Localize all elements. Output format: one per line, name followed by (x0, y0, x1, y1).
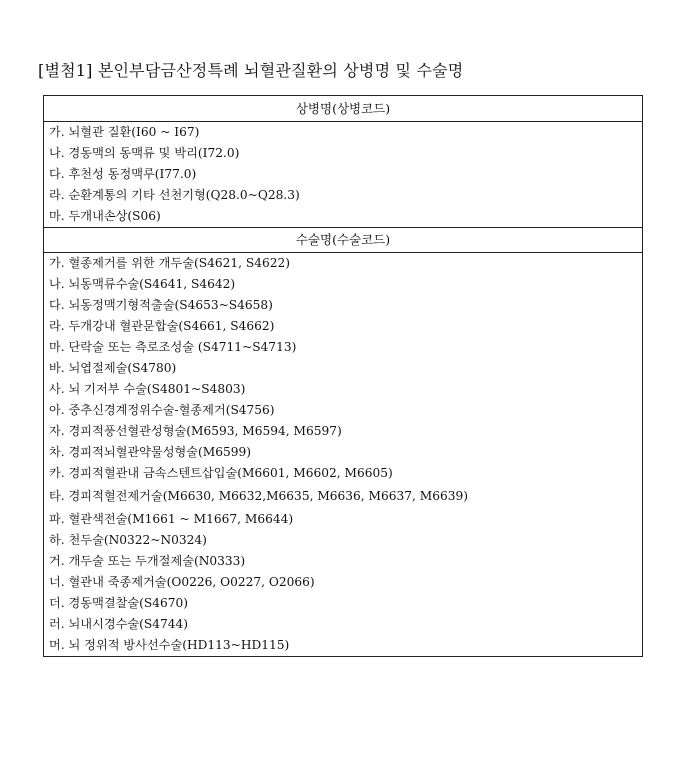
surgery-row: 카. 경피적혈관내 금속스텐트삽입술(M6601, M6602, M6605) (49, 466, 393, 480)
surgery-row: 더. 경동맥결찰술(S4670) (49, 595, 189, 610)
surgery-row: 러. 뇌내시경수술(S4744) (49, 616, 189, 631)
diagnosis-row: 다. 후천성 동정맥루(I77.0) (49, 167, 197, 181)
surgery-row: 사. 뇌 기저부 수술(S4801~S4803) (49, 382, 246, 396)
surgery-row: 자. 경피적풍선혈관성형술(M6593, M6594, M6597) (49, 424, 342, 438)
diagnosis-section-header: 상병명(상병코드) (44, 96, 642, 122)
surgery-row: 차. 경피적뇌혈관약물성형술(M6599) (49, 445, 252, 459)
surgery-row: 바. 뇌엽절제술(S4780) (49, 361, 177, 375)
diagnosis-row: 마. 두개내손상(S06) (49, 209, 161, 223)
surgery-list (44, 253, 642, 656)
surgery-row: 거. 개두술 또는 두개절제술(N0333) (49, 553, 246, 568)
surgery-row: 마. 단락술 또는 측로조성술 (S4711~S4713) (49, 340, 297, 354)
surgery-row: 타. 경피적혈전제거술(M6630, M6632,M6635, M6636, M6637, M6639) (49, 489, 469, 503)
diagnosis-row: 나. 경동맥의 동맥류 및 박리(I72.0) (49, 146, 240, 160)
surgery-row: 너. 혈관내 죽종제거술(O0226, O0227, O2066) (49, 574, 315, 589)
diagnosis-row: 가. 뇌혈관 질환(I60 ~ I67) (49, 125, 200, 139)
surgery-row: 다. 뇌동정맥기형적출술(S4653~S4658) (49, 298, 273, 312)
document-title: [별첨1] 본인부담금산정특례 뇌혈관질환의 상병명 및 수술명 (38, 61, 464, 80)
diagnosis-list (44, 122, 642, 227)
surgery-row: 하. 천두술(N0322~N0324) (49, 532, 207, 547)
surgery-row: 가. 혈종제거를 위한 개두술(S4621, S4622) (49, 256, 290, 270)
surgery-row: 나. 뇌동맥류수술(S4641, S4642) (49, 277, 236, 291)
diagnosis-row: 라. 순환계통의 기타 선천기형(Q28.0~Q28.3) (49, 188, 300, 202)
code-table (43, 95, 643, 657)
surgery-row: 머. 뇌 정위적 방사선수술(HD113~HD115) (49, 637, 290, 652)
surgery-row: 라. 두개강내 혈관문합술(S4661, S4662) (49, 319, 275, 333)
surgery-row: 아. 중추신경계정위수술-혈종제거(S4756) (49, 403, 275, 417)
surgery-section-header: 수술명(수술코드) (44, 227, 642, 253)
surgery-row: 파. 혈관색전술(M1661 ~ M1667, M6644) (49, 511, 294, 526)
